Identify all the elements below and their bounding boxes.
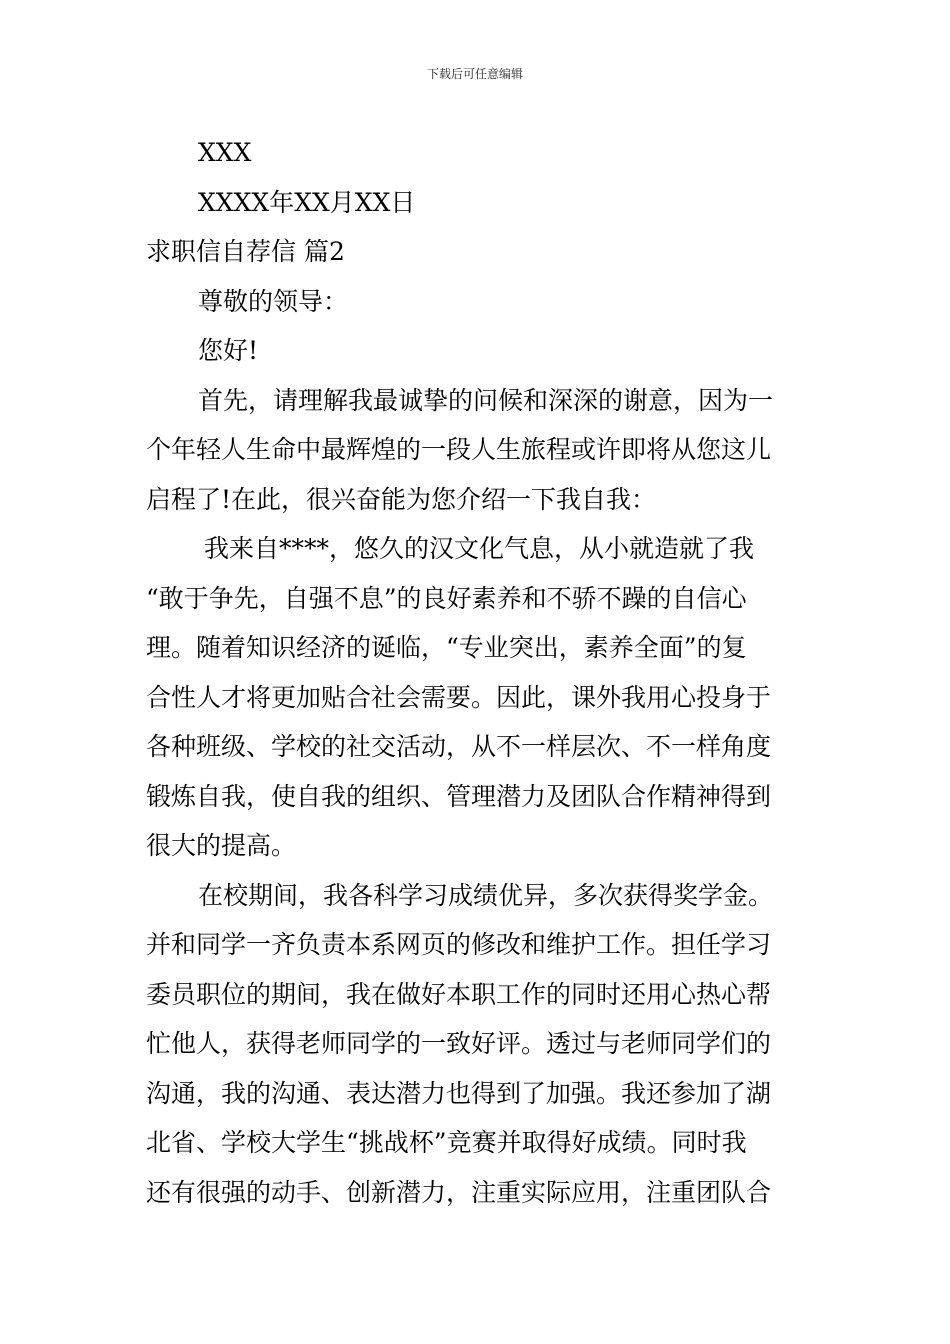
paragraph-line: 我来自****，悠久的汉文化气息，从小就造就了我 bbox=[204, 534, 755, 563]
paragraph-line: 北省、学校大学生“挑战杯”竞赛并取得好成绩。同时我 bbox=[146, 1128, 747, 1157]
paragraph-line: 在校期间，我各科学习成绩优异，多次获得奖学金。 bbox=[198, 880, 774, 910]
paragraph-line: 锻炼自我，使自我的组织、管理潜力及团队合作精神得到 bbox=[146, 781, 772, 811]
paragraph-line: 沟通，我的沟通、表达潜力也得到了加强。我还参加了湖 bbox=[146, 1078, 772, 1108]
paragraph-line: 各种班级、学校的社交活动，从不一样层次、不一样角度 bbox=[146, 732, 772, 761]
paragraph-line: 启程了!在此，很兴奋能为您介绍一下我自我： bbox=[146, 484, 657, 514]
paragraph-line: 委员职位的期间，我在做好本职工作的同时还用心热心帮 bbox=[146, 979, 772, 1009]
paragraph-line: 还有很强的动手、创新潜力，注重实际应用，注重团队合 bbox=[146, 1177, 772, 1207]
paragraph-line: 个年轻人生命中最辉煌的一段人生旅程或许即将从您这儿 bbox=[146, 435, 772, 464]
document-body bbox=[146, 128, 812, 1217]
paragraph-background bbox=[146, 524, 812, 871]
salutation: 尊敬的领导： bbox=[198, 286, 349, 316]
paragraph-line: 理。随着知识经济的诞临，“专业突出，素养全面”的复 bbox=[146, 633, 747, 662]
paragraph-line: “敢于争先，自强不息”的良好素养和不骄不躁的自信心 bbox=[146, 583, 747, 613]
paragraph-intro bbox=[146, 376, 812, 525]
section-title: 求职信自荐信 篇2 bbox=[146, 237, 345, 266]
signature-name: XXX bbox=[198, 138, 252, 167]
paragraph-line: 忙他人，获得老师同学的一致好评。透过与老师同学们的 bbox=[146, 1029, 772, 1058]
paragraph-line: 很大的提高。 bbox=[146, 831, 297, 860]
paragraph-school bbox=[146, 871, 812, 1218]
page-header-note: 下载后可任意编辑 bbox=[426, 67, 523, 81]
paragraph-line: 合性人才将更加贴合社会需要。因此，课外我用心投身于 bbox=[146, 682, 772, 712]
signature-date: XXXX年XX月XX日 bbox=[198, 187, 416, 217]
greeting: 您好! bbox=[198, 336, 259, 365]
paragraph-line: 并和同学一齐负责本系网页的修改和维护工作。担任学习 bbox=[146, 930, 772, 959]
paragraph-line: 首先，请理解我最诚挚的问候和深深的谢意，因为一 bbox=[198, 385, 774, 415]
